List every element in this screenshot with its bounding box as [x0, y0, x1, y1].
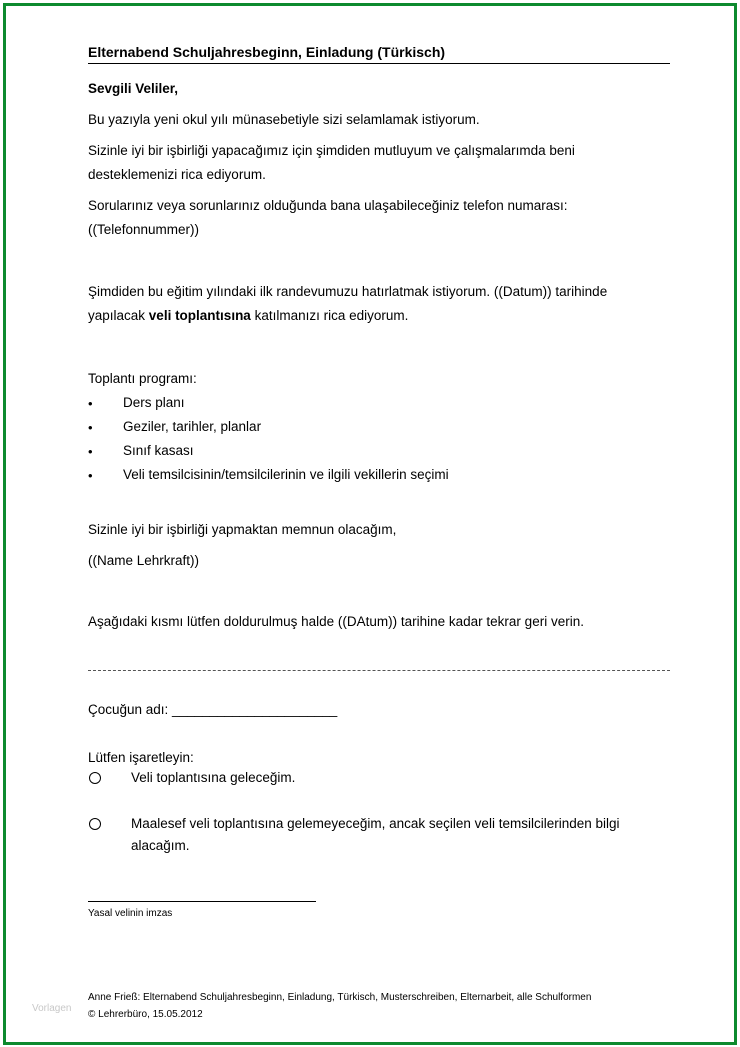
- child-name-field[interactable]: Çocuğun adı: ______________________: [88, 702, 338, 717]
- option-decline-label-line2: alacağım.: [131, 838, 190, 853]
- footer-copyright: © Lehrerbüro, 15.05.2012: [88, 1009, 203, 1020]
- paragraph-cooperation-line2: desteklemenizi rica ediyorum.: [88, 167, 266, 182]
- greeting: Sevgili Veliler,: [88, 81, 179, 96]
- document-title: Elternabend Schuljahresbeginn, Einladung (Türkisch): [88, 44, 446, 60]
- paragraph-intro: Bu yazıyla yeni okul yılı münasebetiyle sizi selamlamak istiyorum.: [88, 112, 480, 127]
- option-attend-label: Veli toplantısına geleceğim.: [131, 770, 296, 785]
- bullet-icon: •: [88, 444, 93, 459]
- bullet-icon: •: [88, 396, 93, 411]
- teacher-name: ((Name Lehrkraft)): [88, 553, 200, 568]
- list-item: Ders planı: [123, 395, 185, 410]
- signature-label: Yasal velinin imzas: [88, 908, 173, 919]
- meeting-text-pre: yapılacak: [88, 308, 149, 323]
- program-label: Toplantı programı:: [88, 371, 197, 386]
- option-decline-radio[interactable]: [89, 818, 101, 830]
- title-underline: [88, 63, 670, 64]
- list-item: Sınıf kasası: [123, 443, 194, 458]
- footer-credits: Anne Frieß: Elternabend Schuljahresbeginn, Einladung, Türkisch, Musterschreiben, Elternarbeit, alle Schulformen: [88, 992, 592, 1003]
- watermark: Vorlagen: [32, 1003, 72, 1014]
- option-decline-label-line1: Maalesef veli toplantısına gelemeyeceğim, ancak seçilen veli temsilcilerinden bilgi: [131, 816, 620, 831]
- list-item: Geziler, tarihler, planlar: [123, 419, 262, 434]
- bullet-icon: •: [88, 420, 93, 435]
- closing-text: Sizinle iyi bir işbirliği yapmaktan memnun olacağım,: [88, 522, 397, 537]
- paragraph-cooperation-line1: Sizinle iyi bir işbirliği yapacağımız için şimdiden mutluyum ve çalışmalarımda beni: [88, 143, 575, 158]
- option-attend-radio[interactable]: [89, 772, 101, 784]
- paragraph-meeting-line1: Şimdiden bu eğitim yılındaki ilk randevumuzu hatırlatmak istiyorum. ((Datum)) tarihinde: [88, 284, 608, 299]
- phone-placeholder: ((Telefonnummer)): [88, 222, 200, 237]
- meeting-text-post: katılmanızı rica ediyorum.: [250, 308, 409, 323]
- meeting-text-bold: veli toplantısına: [148, 308, 251, 323]
- bullet-icon: •: [88, 468, 93, 483]
- cut-line: [88, 670, 670, 671]
- signature-line[interactable]: [88, 901, 316, 902]
- paragraph-meeting-line2: [88, 304, 408, 328]
- return-note: Aşağıdaki kısmı lütfen doldurulmuş halde ((DAtum)) tarihine kadar tekrar geri verin.: [88, 614, 584, 629]
- list-item: Veli temsilcisinin/temsilcilerinin ve ilgili vekillerin seçimi: [123, 467, 449, 482]
- check-instruction: Lütfen işaretleyin:: [88, 750, 194, 765]
- paragraph-phone-line1: Sorularınız veya sorunlarınız olduğunda bana ulaşabileceğiniz telefon numarası:: [88, 198, 568, 213]
